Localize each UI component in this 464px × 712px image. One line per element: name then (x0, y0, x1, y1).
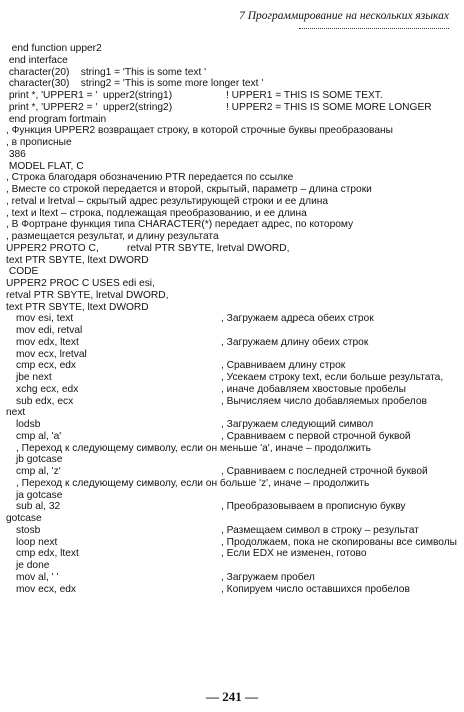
code-line (6, 290, 461, 302)
page-header (0, 0, 464, 34)
code-comment: , Преобразовываем в прописную букву (221, 501, 406, 513)
code-text: jbe next (16, 372, 52, 383)
code-line (6, 372, 461, 384)
code-comment: , Размещаем символ в строку – результат (221, 524, 419, 536)
code-comment: , Сравниваем длину строк (221, 360, 346, 372)
code-line (6, 184, 461, 196)
code-line (6, 572, 461, 584)
code-line (6, 360, 461, 372)
code-text: je done (16, 560, 50, 571)
code-text: sub edx, ecx (16, 395, 74, 407)
code-text: end function upper2 (6, 43, 102, 54)
code-line (6, 43, 461, 55)
code-line (6, 125, 461, 137)
code-comment: , Сравниваем с последней строчной буквой (221, 466, 428, 477)
code-line (6, 78, 461, 90)
code-line (6, 219, 461, 231)
code-listing (6, 43, 461, 595)
code-text: MODEL FLAT, C (6, 160, 84, 172)
code-comment: , Загружаем длину обеих строк (221, 336, 369, 348)
code-line (6, 266, 461, 278)
code-line (6, 537, 461, 549)
code-text: character(30) string2 = 'This is some more longer text ' (6, 78, 264, 90)
code-line (6, 278, 461, 290)
code-line (6, 67, 461, 79)
code-text: , В Фортране функция типа CHARACTER(*) передает адрес, по которому (6, 219, 354, 231)
code-text: gotcase (6, 513, 42, 524)
code-line (6, 548, 461, 560)
code-line (6, 584, 461, 596)
code-line (6, 431, 461, 443)
code-text: retval PTR SBYTE, lretval DWORD, (6, 289, 169, 301)
code-line (6, 407, 461, 419)
code-comment: , Загружаем пробел (221, 571, 315, 583)
code-text: 386 (6, 148, 26, 160)
code-text: cmp al, 'z' (16, 466, 61, 477)
code-comment: , Если EDX не изменен, готово (221, 548, 367, 560)
code-line (6, 466, 461, 478)
code-text: cmp ecx, edx (16, 360, 77, 372)
code-text: , Строка благодаря обозначению PTR передается по ссылке (6, 172, 294, 184)
code-text: end interface (6, 54, 68, 66)
code-text: cmp al, 'a' (16, 430, 62, 442)
code-text: , Переход к следующему символу, если он меньше 'a', иначе – продолжить (16, 442, 371, 454)
chapter-title: 7 Программирование на нескольких языках (239, 10, 449, 22)
code-line (6, 208, 461, 220)
code-line (6, 255, 461, 267)
code-comment: , Загружаем адреса обеих строк (221, 313, 374, 325)
code-text: , размещается результат, и длину результата (6, 231, 219, 242)
code-text: xchg ecx, edx (16, 383, 79, 395)
code-line (6, 137, 461, 149)
code-line (6, 55, 461, 67)
code-text: text PTR SBYTE, ltext DWORD (6, 301, 149, 313)
code-text: loop next (16, 536, 58, 548)
code-text: mov esi, text (16, 313, 74, 325)
code-comment: , иначе добавляем хвостовые пробелы (221, 383, 406, 395)
code-line (6, 172, 461, 184)
code-line (6, 102, 461, 114)
code-text: sub al, 32 (16, 501, 61, 513)
code-text: end program fortmain (6, 113, 107, 125)
code-line (6, 149, 461, 161)
code-line (6, 454, 461, 466)
code-line (6, 384, 461, 396)
code-text: mov ecx, lretval (16, 348, 87, 360)
code-text: , text и ltext – строка, подлежащая преобразованию, и ее длина (6, 207, 307, 219)
code-text: next (6, 407, 26, 419)
code-text: jb gotcase (16, 454, 63, 466)
code-line (6, 161, 461, 173)
code-line (6, 349, 461, 361)
code-text: character(20) string1 = 'This is some text ' (6, 66, 207, 78)
code-text: UPPER2 PROTO C, retval PTR SBYTE, lretval DWORD, (6, 242, 290, 254)
code-comment: ! UPPER1 = THIS IS SOME TEXT. (226, 90, 383, 101)
code-line (6, 325, 461, 337)
code-text: text PTR SBYTE, ltext DWORD (6, 254, 149, 266)
code-text: , Вместе со строкой передается и второй, скрытый, параметр – длина строки (6, 184, 372, 195)
code-line (6, 90, 461, 102)
code-comment: , Вычисляем число добавляемых пробелов (221, 395, 427, 407)
code-text: CODE (6, 266, 39, 278)
code-text: lodsb (16, 419, 41, 430)
code-line (6, 419, 461, 431)
code-line (6, 337, 461, 349)
code-text: print *, 'UPPER1 = ' upper2(string1) (6, 90, 173, 101)
code-line (6, 525, 461, 537)
code-text: , в прописные (6, 137, 72, 148)
code-text: , retval и lretval – скрытый адрес результирующей строки и ее длина (6, 195, 329, 207)
code-line (6, 114, 461, 126)
code-text: cmp edx, ltext (16, 548, 79, 560)
code-line (6, 243, 461, 255)
code-text: stosb (16, 524, 41, 536)
code-line (6, 443, 461, 455)
code-line (6, 231, 461, 243)
code-line (6, 396, 461, 408)
code-comment: , Копируем число оставшихся пробелов (221, 583, 410, 595)
code-comment: , Продолжаем, пока не скопированы все символы (221, 536, 458, 548)
code-text: print *, 'UPPER2 = ' upper2(string2) (6, 101, 173, 113)
code-line (6, 196, 461, 208)
code-text: mov al, ' ' (16, 571, 59, 583)
code-comment: , Усекаем строку text, если больше результата, (221, 372, 444, 383)
code-text: mov ecx, edx (16, 583, 77, 595)
code-text: , Функция UPPER2 возвращает строку, в которой строчные буквы преобразованы (6, 125, 393, 137)
code-comment: , Сравниваем с первой строчной буквой (221, 430, 411, 442)
code-line (6, 490, 461, 502)
header-rule (299, 28, 449, 29)
code-line (6, 560, 461, 572)
code-comment: , Загружаем следующий символ (221, 419, 374, 430)
code-text: ja gotcase (16, 489, 63, 501)
code-text: mov edi, retval (16, 325, 83, 336)
code-text: UPPER2 PROC C USES edi esi, (6, 278, 155, 289)
page-number: — 241 — (206, 689, 258, 704)
code-text: mov edx, ltext (16, 336, 79, 348)
code-line (6, 313, 461, 325)
code-line (6, 478, 461, 490)
code-line (6, 302, 461, 314)
code-comment: ! UPPER2 = THIS IS SOME MORE LONGER (226, 101, 432, 113)
code-line (6, 501, 461, 513)
code-text: , Переход к следующему символу, если он больше 'z', иначе – продолжить (16, 477, 370, 489)
code-line (6, 513, 461, 525)
